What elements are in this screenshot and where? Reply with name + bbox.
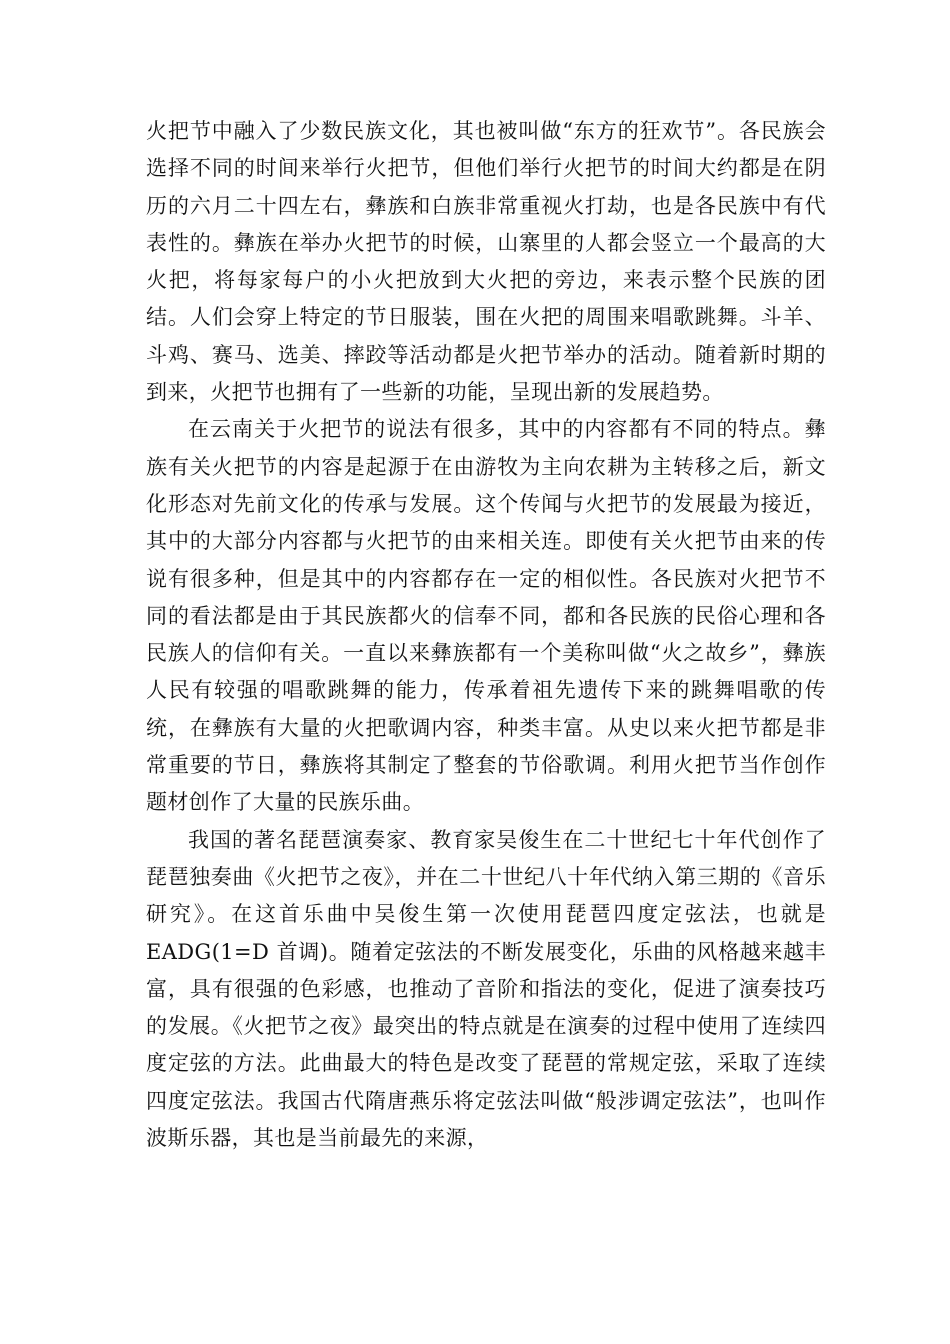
paragraph-1: 火把节中融入了少数民族文化，其也被叫做“东方的狂欢节”。各民族会选择不同的时间来举行火把节，但他们举行火把节的时间大约都是在阴历的六月二十四左右，彝族和白族非常重视火打劫，也是各民族中有代表性的。彝族在举办火把节的时候，山寨里的人都会竖立一个最高的大火把，将每家每户的小火把放到大火把的旁边，来表示整个民族的团结。人们会穿上特定的节日服装，围在火把的周围来唱歌跳舞。斗羊、斗鸡、赛马、选美、摔跤等活动都是火把节举办的活动。随着新时期的到来，火把节也拥有了一些新的功能，呈现出新的发展趋势。 [146, 119, 826, 405]
body-text [146, 113, 826, 1157]
paragraph-2: 在云南关于火把节的说法有很多，其中的内容都有不同的特点。彝族有关火把节的内容是起源于在由游牧为主向农耕为主转移之后，新文化形态对先前文化的传承与发展。这个传闻与火把节的发展最为接近，其中的大部分内容都与火把节的由来相关连。即使有关火把节由来的传说有很多种，但是其中的内容都存在一定的相似性。各民族对火把节不同的看法都是由于其民族都火的信奉不同，都和各民族的民俗心理和各民族人的信仰有关。一直以来彝族都有一个美称叫做“火之故乡”，彝族人民有较强的唱歌跳舞的能力，传承着祖先遗传下来的跳舞唱歌的传统，在彝族有大量的火把歌调内容，种类丰富。从史以来火把节都是非常重要的节日，彝族将其制定了整套的节俗歌调。利用火把节当作创作题材创作了大量的民族乐曲。 [146, 417, 826, 815]
paragraph-3: 我国的著名琵琶演奏家、教育家吴俊生在二十世纪七十年代创作了琵琶独奏曲《火把节之夜》，并在二十世纪八十年代纳入第三期的《音乐研究》。在这首乐曲中吴俊生第一次使用琵琶四度定弦法，也就是 EADG(1=D 首调)。随着定弦法的不断发展变化，乐曲的风格越来越丰富，具有很强的色彩感，也推动了音阶和指法的变化，促进了演奏技巧的发展。《火把节之夜》最突出的特点就是在演奏的过程中使用了连续四度定弦的方法。此曲最大的特色是改变了琵琶的常规定弦，采取了连续四度定弦法。我国古代隋唐燕乐将定弦法叫做“般涉调定弦法”，也叫作波斯乐器，其也是当前最先的来源， [146, 827, 826, 1151]
